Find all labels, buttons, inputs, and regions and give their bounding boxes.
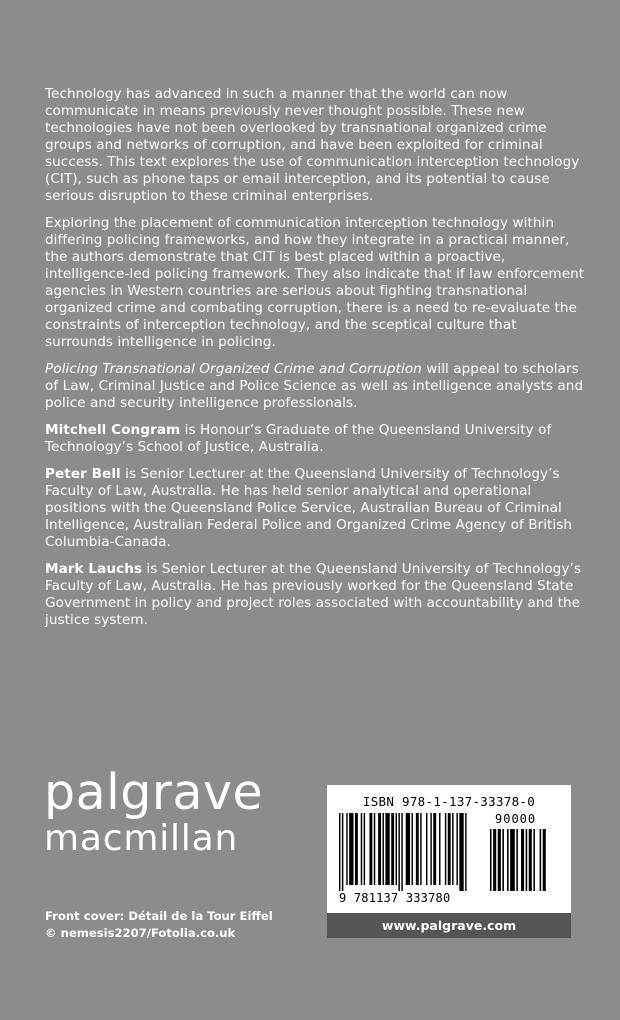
barcode-bar (355, 813, 358, 885)
barcode-bar (383, 813, 384, 885)
barcode-bar (490, 829, 492, 891)
barcode-bar (452, 813, 453, 885)
author-name: Mitchell Congram (45, 422, 181, 438)
barcode-bar (391, 813, 394, 885)
barcode-bar (493, 829, 496, 891)
author-bio-2 (45, 466, 585, 551)
barcode-bar (543, 829, 546, 891)
barcode-bar (456, 813, 457, 885)
barcode-bar (369, 813, 372, 885)
author-name: Mark Lauchs (45, 561, 143, 577)
barcode-bar (396, 813, 397, 885)
barcode-bar (361, 813, 362, 885)
cover-credit-line-2: © nemesis2207/Fotolia.co.uk (45, 926, 236, 940)
cover-credit (45, 908, 273, 942)
author-name: Peter Bell (45, 466, 121, 482)
barcode-bar (533, 829, 535, 891)
barcode-bar (445, 813, 446, 885)
publisher-website: www.palgrave.com (327, 913, 571, 938)
author-bio-3 (45, 561, 585, 629)
barcode-bar (430, 813, 431, 885)
barcode-bar (416, 813, 419, 885)
blurb-paragraph-3-rest: will appeal to scholars of Law, Criminal Justice and Police Science as well as intelligence analysts and police and security intelligence professionals. (45, 361, 584, 411)
book-title: Policing Transnational Organized Crime and Corruption (45, 361, 422, 377)
barcode-bar (498, 829, 501, 891)
barcode-bar (385, 813, 389, 885)
author-bio-text: is Honour’s Graduate of the Queensland University of Technology’s School of Justice, Australia. (45, 422, 552, 455)
barcode-bar (459, 813, 463, 891)
barcode-bar (426, 813, 427, 885)
barcode-bar (398, 813, 399, 891)
barcode-bar (378, 813, 381, 885)
barcode-bar (507, 829, 509, 891)
barcode-bar (526, 829, 528, 891)
cover-credit-line-1: Front cover: Détail de la Tour Eiffel (45, 909, 273, 923)
barcode-addon-number: 90000 (495, 812, 537, 826)
barcode-bar (339, 813, 340, 891)
barcode-bar (448, 813, 451, 885)
barcode-bar (521, 829, 524, 891)
barcode-bar (465, 813, 466, 891)
isbn-label: ISBN 978-1-137-33378-0 (362, 794, 536, 809)
barcode-bar (349, 813, 353, 885)
barcode-bar (364, 813, 365, 885)
barcode-bar (433, 813, 436, 885)
isbn-barcode (327, 785, 571, 913)
blurb-paragraph-2: Exploring the placement of communication interception technology within differing policing frameworks, and how they integrate in a practical manner, the authors demonstrate that CIT is best placed within a proactive, intelligence-led policing framework. They also indicate that if law enforcement agencies in Western countries are serious about fighting transnational organized crime and combating corruption, there is a need to re-evaluate the constraints of interception technology, and the sceptical culture that surrounds intelligence in policing. (45, 215, 585, 350)
barcode-bar (346, 813, 347, 885)
barcode-bar (540, 829, 542, 891)
publisher-logo-line-2: macmillan (44, 818, 239, 859)
barcode-bar (510, 829, 515, 891)
barcode-bar (516, 829, 518, 891)
barcode-bar (374, 813, 375, 885)
ean-digits: 9 781137 333780 (339, 891, 451, 905)
author-bio-text: is Senior Lecturer at the Queensland University of Technology’s Faculty of Law, Australia. He has previously worked for the Queensland State Government in policy and project roles associated with accountability and the justice system. (45, 561, 581, 628)
barcode-bar (439, 813, 440, 885)
author-bio-1 (45, 422, 585, 456)
publisher-logo-line-1: palgrave (44, 764, 264, 821)
barcode-bar (406, 813, 410, 885)
publisher-logo (44, 764, 264, 859)
back-cover-blurb (45, 86, 585, 639)
barcode-bar (412, 813, 413, 885)
barcode-bar (401, 813, 402, 891)
barcode-bar (529, 829, 532, 891)
barcode-bar (342, 813, 343, 891)
blurb-paragraph-1: Technology has advanced in such a manner that the world can now communicate in means previously never thought possible. These new technologies have not been overlooked by transnational organized crime groups and networks of corruption, and have been exploited for criminal success. This text explores the use of communication interception technology (CIT), such as phone taps or email interception, and its potential to cause serious disruption to these criminal enterprises. (45, 86, 580, 204)
author-bio-text: is Senior Lecturer at the Queensland University of Technology’s Faculty of Law, Australia. He has held senior analytical and operational positions with the Queensland Police Service, Australian Bureau of Criminal Intelligence, Australian Federal Police and Organized Crime Agency of British Columbia-Canada. (45, 466, 573, 550)
barcode-bar (420, 813, 421, 885)
blurb-paragraph-3 (45, 361, 585, 412)
barcode-bar (502, 829, 504, 891)
